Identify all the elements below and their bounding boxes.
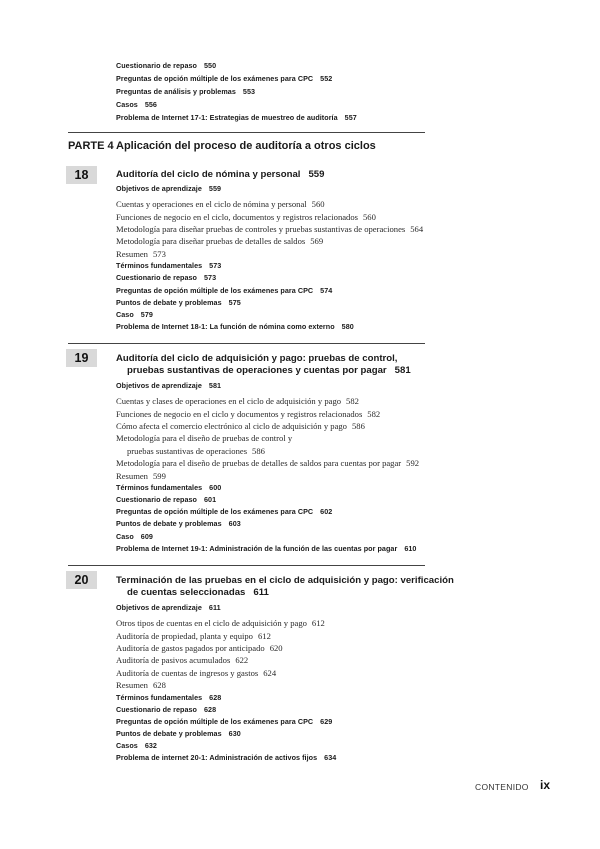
toc-entry[interactable]: Cómo afecta el comercio electrónico al ciclo de adquisición y pago 586 — [116, 420, 365, 431]
toc-entry[interactable]: Cuestionario de repaso 550 — [116, 61, 217, 70]
toc-entry[interactable]: Resumen 599 — [116, 470, 166, 481]
toc-entry[interactable]: Términos fundamentales 573 — [116, 261, 222, 271]
folio-page-number: ix — [540, 778, 551, 792]
toc-entry[interactable]: Cuentas y operaciones en el ciclo de nómina y personal 560 — [116, 199, 325, 210]
chapter-17-tail — [0, 59, 357, 124]
toc-entry[interactable]: Puntos de debate y problemas 630 — [116, 729, 241, 739]
chapter-divider-rule — [68, 343, 425, 344]
chapter-19-entries — [0, 380, 420, 555]
page-number: 611 — [253, 587, 269, 598]
toc-entry[interactable]: Caso 579 — [116, 309, 153, 319]
toc-entry[interactable]: Preguntas de opción múltiple de los exámenes para CPC 574 — [116, 285, 333, 295]
toc-entry[interactable]: Otros tipos de cuentas en el ciclo de adquisición y pago 612 — [116, 618, 325, 629]
toc-entry[interactable]: Objetivos de aprendizaje 611 — [116, 603, 221, 612]
page-number: 550 — [203, 61, 217, 70]
page-number: 556 — [144, 100, 157, 109]
chapter-20-entries — [0, 602, 337, 765]
toc-entry[interactable]: Metodología para diseñar pruebas de detalles de saldos 569 — [116, 236, 324, 247]
part-divider-rule — [68, 132, 425, 133]
toc-entry[interactable]: Resumen 573 — [116, 248, 166, 259]
part-label: PARTE 4 — [68, 140, 114, 152]
toc-entry[interactable]: Funciones de negocio en el ciclo y documentos y registros relacionados 582 — [116, 408, 381, 419]
toc-entry[interactable]: Cuestionario de repaso 628 — [116, 704, 217, 714]
toc-entry[interactable]: Funciones de negocio en el ciclo, documentos y registros relacionados 560 — [116, 211, 376, 222]
chapter-title[interactable]: Terminación de las pruebas en el ciclo de adquisición y pago: verificación de cuentas seleccionadas 611 — [116, 575, 454, 598]
toc-entry[interactable]: Términos fundamentales 628 — [116, 692, 222, 702]
toc-entry[interactable]: Caso 609 — [116, 531, 153, 541]
toc-entry[interactable]: Resumen 628 — [116, 680, 166, 691]
toc-entry[interactable]: Metodología para el diseño de pruebas de control y — [116, 433, 293, 444]
toc-entry[interactable]: Preguntas de opción múltiple de los exámenes para CPC 602 — [116, 507, 333, 517]
toc-entry[interactable]: Preguntas de opción múltiple de los exámenes para CPC 629 — [116, 716, 333, 726]
toc-entry[interactable]: Casos 556 — [116, 100, 157, 109]
toc-entry[interactable]: Auditoría de gastos pagados por anticipado 620 — [116, 642, 283, 653]
toc-entry[interactable]: Preguntas de opción múltiple de los exámenes para CPC 552 — [116, 74, 333, 83]
page-number: 581 — [394, 365, 411, 376]
page-number: 557 — [344, 113, 357, 122]
toc-entry[interactable]: Problema de Internet 19-1: Administración de la función de las cuentas por pagar 610 — [116, 543, 417, 553]
page-number: 553 — [242, 87, 256, 96]
chapter-title[interactable]: Auditoría del ciclo de nómina y personal 559 — [116, 169, 325, 180]
toc-entry[interactable]: Problema de internet 20-1: Administración de activos fijos 634 — [116, 753, 337, 763]
toc-entry[interactable]: Auditoría de cuentas de ingresos y gastos 624 — [116, 667, 277, 678]
toc-entry[interactable]: Objetivos de aprendizaje 559 — [116, 184, 222, 193]
chapter-number-badge: 18 — [66, 166, 97, 184]
toc-entry[interactable]: Términos fundamentales 600 — [116, 482, 222, 492]
page-number: 559 — [308, 169, 325, 180]
toc-entry[interactable]: Preguntas de análisis y problemas 553 — [116, 87, 256, 96]
toc-entry[interactable]: Puntos de debate y problemas 603 — [116, 519, 241, 529]
chapter-number-badge: 20 — [66, 571, 97, 589]
chapter-divider-rule — [68, 565, 425, 566]
toc-entry[interactable]: Problema de Internet 17-1: Estrategias de muestreo de auditoría 557 — [116, 113, 357, 122]
part-title[interactable]: Aplicación del proceso de auditoría a otros ciclos — [116, 140, 376, 152]
running-footer-label: CONTENIDO — [475, 782, 529, 792]
toc-entry[interactable]: Cuestionario de repaso 601 — [116, 495, 217, 505]
toc-entry[interactable]: Metodología para diseñar pruebas de controles y pruebas sustantivas de operaciones 564 — [116, 223, 424, 234]
toc-entry[interactable]: Puntos de debate y problemas 575 — [116, 297, 241, 307]
page-number: 552 — [320, 74, 333, 83]
toc-entry[interactable]: Auditoría de propiedad, planta y equipo 612 — [116, 630, 271, 641]
chapter-18-entries — [0, 183, 424, 333]
toc-entry[interactable]: Cuestionario de repaso 573 — [116, 273, 217, 283]
toc-entry[interactable]: Cuentas y clases de operaciones en el ciclo de adquisición y pago 582 — [116, 396, 359, 407]
toc-entry[interactable]: Problema de Internet 18-1: La función de nómina como externo 580 — [116, 322, 354, 332]
toc-entry[interactable]: pruebas sustantivas de operaciones 586 — [127, 445, 265, 456]
toc-entry[interactable]: Auditoría de pasivos acumulados 622 — [116, 655, 249, 666]
toc-entry[interactable]: Casos 632 — [116, 741, 157, 751]
toc-entry[interactable]: Objetivos de aprendizaje 581 — [116, 381, 222, 390]
chapter-number-badge: 19 — [66, 349, 97, 367]
chapter-title[interactable]: Auditoría del ciclo de adquisición y pago: pruebas de control, pruebas sustantivas de operaciones y cuentas por pagar 581 — [116, 353, 411, 376]
toc-entry[interactable]: Metodología para el diseño de pruebas de detalles de saldos para cuentas por pagar 592 — [116, 458, 420, 469]
